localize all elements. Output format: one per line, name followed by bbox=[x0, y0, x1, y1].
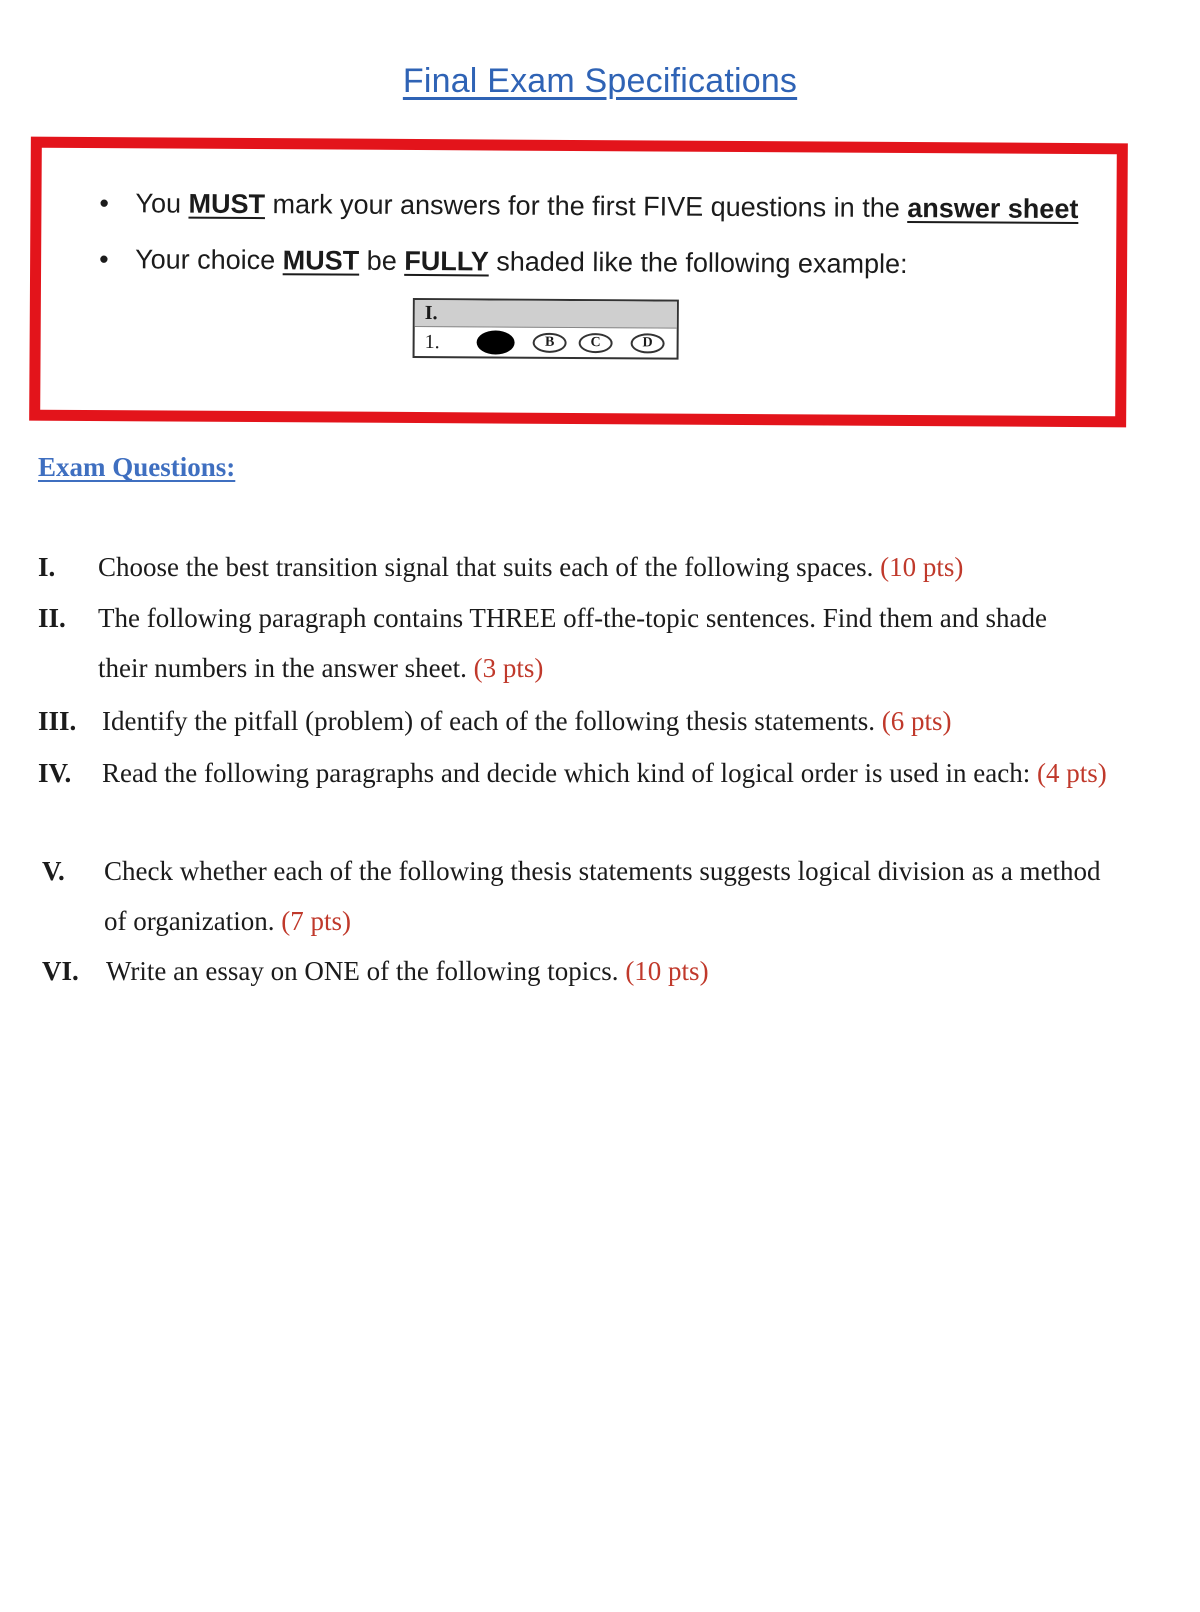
question-text: The following paragraph contains THREE off-the-topic sentences. Find them and shade their numbers in the answer sheet. bbox=[98, 603, 1047, 683]
page-title: Final Exam Specifications bbox=[402, 62, 798, 100]
question-number: VI. bbox=[42, 956, 79, 986]
bullet-icon: • bbox=[99, 244, 109, 275]
emphasis-must: MUST bbox=[282, 245, 360, 276]
instruction-text: Your choice bbox=[135, 244, 283, 276]
instruction-text: You bbox=[135, 188, 189, 219]
question-text-wrap bbox=[38, 748, 1138, 798]
instruction-text: mark your answers for the first FIVE questions in the bbox=[264, 189, 908, 224]
example-header: I. bbox=[415, 300, 677, 329]
answer-sheet-example bbox=[413, 298, 679, 360]
option-bubble-icon: D bbox=[631, 333, 665, 353]
question-text-wrap bbox=[42, 846, 1122, 946]
question-points: (6 pts) bbox=[881, 706, 952, 736]
emphasis-fully: FULLY bbox=[404, 245, 489, 277]
question-points: (10 pts) bbox=[880, 552, 964, 582]
question-text: Choose the best transition signal that suits each of the following spaces. bbox=[98, 552, 881, 582]
question-points: (10 pts) bbox=[625, 956, 709, 986]
instruction-item bbox=[99, 188, 1078, 225]
question-text-wrap bbox=[38, 593, 1088, 693]
example-row bbox=[415, 327, 677, 359]
emphasis-must: MUST bbox=[188, 188, 266, 220]
question-item bbox=[38, 748, 1138, 798]
question-text: Write an essay on ONE of the following topics. bbox=[106, 956, 626, 986]
emphasis-answer-sheet: answer sheet bbox=[907, 193, 1079, 225]
question-points: (4 pts) bbox=[1036, 758, 1107, 788]
instruction-text: be bbox=[359, 245, 405, 276]
question-number: II. bbox=[38, 603, 66, 633]
question-item bbox=[42, 946, 1122, 996]
instruction-text: shaded like the following example: bbox=[488, 246, 908, 280]
question-points: (3 pts) bbox=[473, 653, 544, 683]
question-number: III. bbox=[38, 706, 77, 736]
question-number: V. bbox=[42, 856, 65, 886]
section-heading: Exam Questions: bbox=[38, 452, 236, 482]
question-text: Check whether each of the following thesis statements suggests logical division as a method of organization. bbox=[104, 856, 1101, 936]
question-item bbox=[38, 593, 1088, 693]
question-text-wrap bbox=[42, 946, 1122, 996]
question-number: I. bbox=[38, 552, 56, 582]
instruction-item bbox=[99, 244, 908, 280]
question-text: Identify the pitfall (problem) of each of the following thesis statements. bbox=[102, 706, 882, 736]
question-points: (7 pts) bbox=[281, 906, 351, 936]
question-item bbox=[42, 846, 1122, 946]
option-bubble-icon: B bbox=[533, 333, 567, 353]
filled-bubble-icon bbox=[477, 330, 515, 354]
option-bubble-icon: C bbox=[579, 333, 613, 353]
question-number: IV. bbox=[38, 758, 72, 788]
question-text: Read the following paragraphs and decide which kind of logical order is used in each: bbox=[102, 758, 1037, 788]
example-row-number: 1. bbox=[424, 331, 440, 354]
question-text-wrap bbox=[38, 542, 1118, 592]
question-item bbox=[38, 542, 1118, 592]
instructions-box bbox=[29, 137, 1128, 428]
bullet-icon: • bbox=[99, 188, 110, 219]
question-item bbox=[38, 696, 1118, 746]
question-text-wrap bbox=[38, 696, 1118, 746]
